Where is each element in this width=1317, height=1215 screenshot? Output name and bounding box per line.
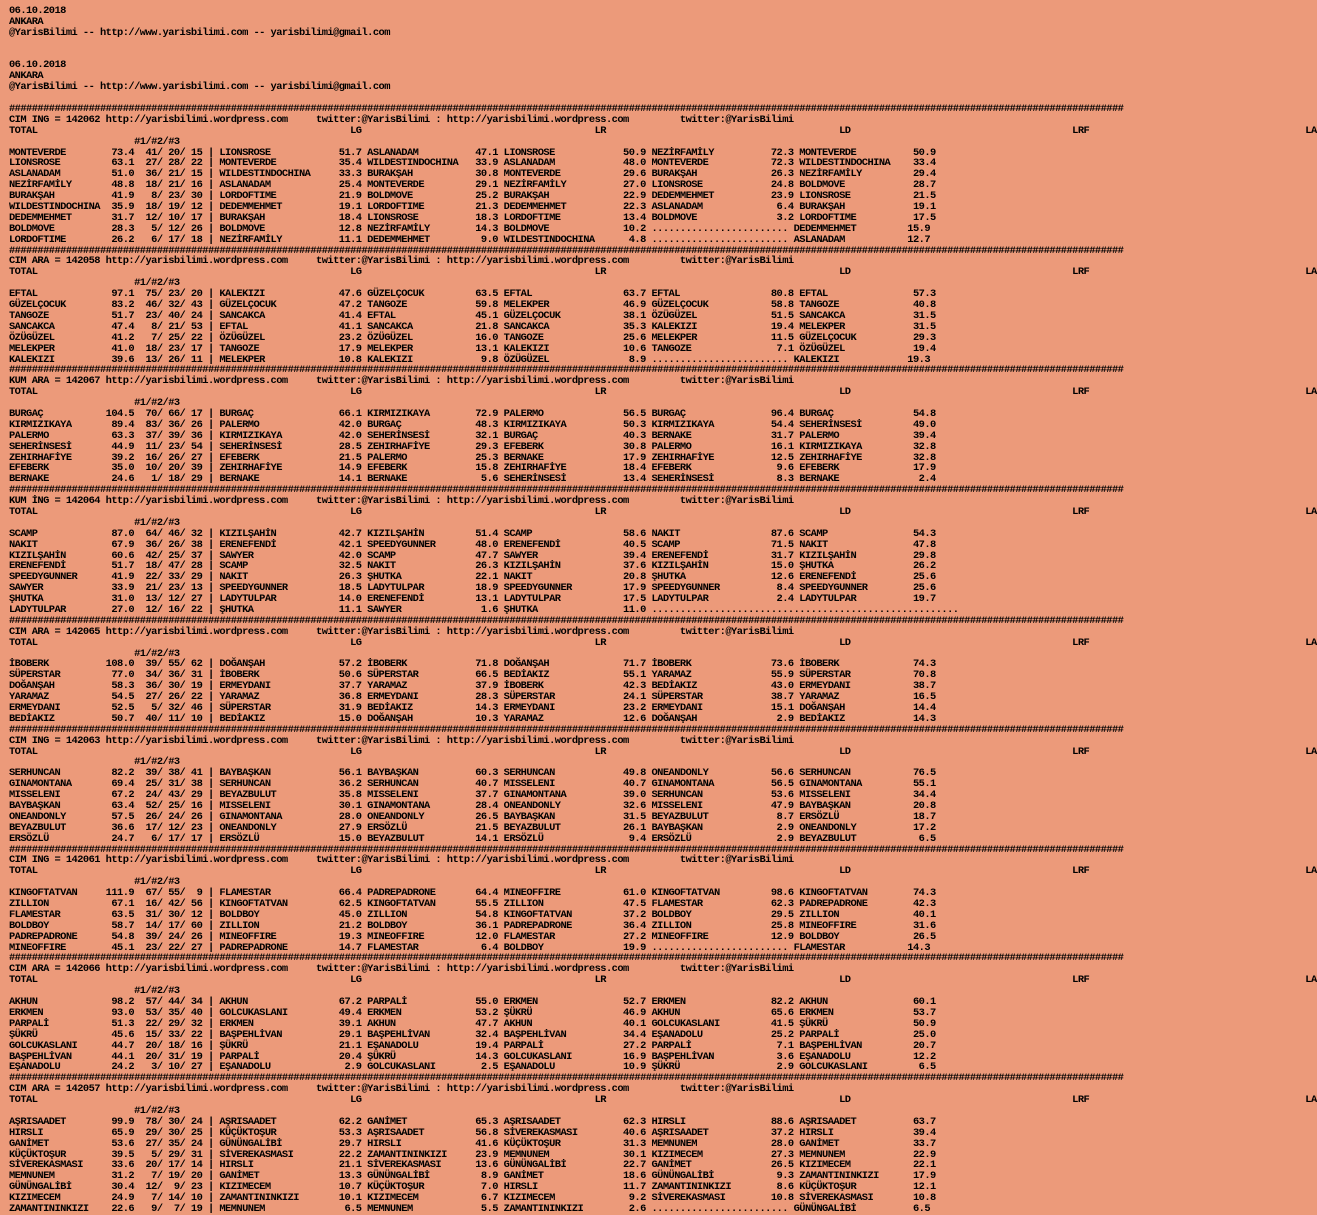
table-row: İBOBERK 108.0 39/ 55/ 62 | DOĞANŞAH 57.2 İBOBERK 71.8 DOĞANŞAH 71.7 İBOBERK 73.6 İBOBERK 74.3: [9, 658, 936, 671]
table-row: ZEHIRHAFİYE 39.2 16/ 26/ 27 | EFEBERK 21.5 PALERMO 25.3 BERNAKE 17.9 ZEHIRHAFİYE 12.5 ZEHIRHAFİYE 32.8: [9, 451, 936, 464]
report-date: 06.10.2018: [9, 5, 66, 17]
table-row: PALERMO 63.3 37/ 39/ 36 | KIRMIZIKAYA 42.0 SEHERİNSESİ 32.1 BURGAÇ 40.3 BERNAKE 31.7 PALERMO 39.4: [9, 429, 936, 442]
section-separator: ####################################################################################################################################################################################################: [9, 843, 1124, 856]
table-row: EŞANADOLU 24.2 3/ 10/ 27 | EŞANADOLU 2.9 GOLCUKASLANI 2.5 EŞANADOLU 10.9 ŞÜKRÜ 2.9 GOLCUKASLANI 6.5: [9, 1061, 936, 1074]
section-separator: ####################################################################################################################################################################################################: [9, 614, 1124, 627]
column-header-total: TOTAL LG LR LD LRF LA: [9, 124, 1317, 137]
table-row: MELEKPER 41.0 18/ 23/ 17 | TANGOZE 17.9 MELEKPER 13.1 KALEKIZI 10.6 TANGOZE 7.1 ÖZÜGÜZEL 19.4: [9, 342, 936, 355]
race-title: KUM İNG = 142064 http://yarisbilimi.wordpress.com twitter:@YarisBilimi : http://yarisbilimi.wordpress.com twitter:@YarisBilimi: [9, 495, 794, 508]
race-title: CIM ARA = 142058 http://yarisbilimi.wordpress.com twitter:@YarisBilimi : http://yarisbilimi.wordpress.com twitter:@YarisBilimi: [9, 255, 794, 268]
table-row: BURGAÇ 104.5 70/ 66/ 17 | BURGAÇ 66.1 KIRMIZIKAYA 72.9 PALERMO 56.5 BURGAÇ 96.4 BURGAÇ 54.8: [9, 407, 936, 420]
section-separator: ####################################################################################################################################################################################################: [9, 1072, 1124, 1085]
table-row: ERENEFENDİ 51.7 18/ 47/ 28 | SCAMP 32.5 NAKIT 26.3 KIZILŞAHİN 37.6 KIZILŞAHİN 15.0 ŞHUTKA 26.2: [9, 560, 936, 573]
table-row: MEMNUNEM 31.2 7/ 19/ 20 | GANİMET 13.3 GÜNÜNGALİBİ 8.9 GANİMET 18.6 GÜNÜNGALİBİ 9.3 ZAMANTININKIZI 17.9: [9, 1170, 936, 1183]
table-row: WILDESTINDOCHINA 35.9 18/ 19/ 12 | DEDEMMEHMET 19.1 LORDOFTIME 21.3 DEDEMMEHMET 22.3 ASLANADAM 6.4 BURAKŞAH 19.1: [9, 201, 936, 214]
table-row: LIONSROSE 63.1 27/ 28/ 22 | MONTEVERDE 35.4 WILDESTINDOCHINA 33.9 ASLANADAM 48.0 MONTEVERDE 72.3 WILDESTINDOCHINA 33.4: [9, 157, 936, 170]
race-title: CIM ING = 142062 http://yarisbilimi.wordpress.com twitter:@YarisBilimi : http://yarisbilimi.wordpress.com twitter:@YarisBilimi: [9, 113, 794, 126]
table-row: NAKIT 67.9 36/ 26/ 38 | ERENEFENDİ 42.1 SPEEDYGUNNER 48.0 ERENEFENDİ 40.5 SCAMP 71.5 NAKIT 47.8: [9, 538, 936, 551]
table-row: NEZİRFAMİLY 48.8 18/ 21/ 16 | ASLANADAM 25.4 MONTEVERDE 29.1 NEZİRFAMİLY 27.0 LIONSROSE 24.8 BOLDMOVE 28.7: [9, 179, 936, 192]
section-separator: ####################################################################################################################################################################################################: [9, 723, 1124, 736]
table-row: GANİMET 53.6 27/ 35/ 24 | GÜNÜNGALİBİ 29.7 HIRSLI 41.6 KÜÇÜKTOŞUR 31.3 MEMNUNEM 28.0 GANİMET 33.7: [9, 1137, 936, 1150]
table-row: ZILLION 67.1 16/ 42/ 56 | KINGOFTATVAN 62.5 KINGOFTATVAN 55.5 ZILLION 47.5 FLAMESTAR 62.3 PADREPADRONE 42.3: [9, 898, 936, 911]
table-row: AŞRISAADET 99.9 78/ 30/ 24 | AŞRISAADET 62.2 GANİMET 65.3 AŞRISAADET 62.3 HIRSLI 88.6 AŞRISAADET 63.7: [9, 1115, 936, 1128]
table-row: LORDOFTIME 26.2 6/ 17/ 18 | NEZİRFAMİLY 11.1 DEDEMMEHMET 9.0 WILDESTINDOCHINA 4.8 ........................ ASLANADAM 12.7: [9, 233, 931, 246]
column-header-total: TOTAL LG LR LD LRF LA: [9, 1094, 1317, 1107]
table-row: KIZILŞAHİN 60.6 42/ 25/ 37 | SAWYER 42.0 SCAMP 47.7 SAWYER 39.4 ERENEFENDİ 31.7 KIZILŞAHİN 29.8: [9, 549, 936, 562]
table-row: ŞHUTKA 31.0 13/ 12/ 27 | LADYTULPAR 14.0 ERENEFENDİ 13.1 LADYTULPAR 17.5 LADYTULPAR 2.4 LADYTULPAR 19.7: [9, 593, 936, 606]
race-title: CIM ING = 142061 http://yarisbilimi.wordpress.com twitter:@YarisBilimi : http://yarisbilimi.wordpress.com twitter:@YarisBilimi: [9, 854, 794, 867]
column-header-ranks: #1/#2/#3: [9, 876, 288, 889]
column-header-total: TOTAL LG LR LD LRF LA: [9, 505, 1317, 518]
table-row: SAWYER 33.9 21/ 23/ 13 | SPEEDYGUNNER 18.5 LADYTULPAR 18.9 SPEEDYGUNNER 17.9 SPEEDYGUNNER 8.4 SPEEDYGUNNER 25.6: [9, 582, 936, 595]
table-row: SİVEREKASMASI 33.6 20/ 17/ 14 | HIRSLI 21.1 SİVEREKASMASI 13.6 GÜNÜNGALİBİ 22.7 GANİMET 26.5 KIZIMECEM 22.1: [9, 1159, 936, 1172]
race-title: KUM ARA = 142067 http://yarisbilimi.wordpress.com twitter:@YarisBilimi : http://yarisbilimi.wordpress.com twitter:@YarisBilimi: [9, 375, 794, 388]
table-row: KIRMIZIKAYA 89.4 83/ 36/ 26 | PALERMO 42.0 BURGAÇ 48.3 KIRMIZIKAYA 50.3 KIRMIZIKAYA 54.4 SEHERİNSESİ 49.0: [9, 418, 936, 431]
table-row: ASLANADAM 51.0 36/ 21/ 15 | WILDESTINDOCHINA 33.3 BURAKŞAH 30.8 MONTEVERDE 29.6 BURAKŞAH 26.3 NEZİRFAMİLY 29.4: [9, 168, 936, 181]
section-separator: ####################################################################################################################################################################################################: [9, 364, 1124, 377]
column-header-ranks: #1/#2/#3: [9, 647, 288, 660]
column-header-total: TOTAL LG LR LD LRF LA: [9, 386, 1317, 399]
table-row: SCAMP 87.0 64/ 46/ 32 | KIZILŞAHİN 42.7 KIZILŞAHİN 51.4 SCAMP 58.6 NAKIT 87.6 SCAMP 54.3: [9, 527, 936, 540]
column-header-ranks: #1/#2/#3: [9, 397, 288, 410]
table-row: BAYBAŞKAN 63.4 52/ 25/ 16 | MISSELENI 30.1 GINAMONTANA 28.4 ONEANDONLY 32.6 MISSELENI 47.9 BAYBAŞKAN 20.8: [9, 800, 936, 813]
table-row: ERMEYDANI 52.5 5/ 32/ 46 | SÜPERSTAR 31.9 BEDİAKIZ 14.3 ERMEYDANI 23.2 ERMEYDANI 15.1 DOĞANŞAH 14.4: [9, 702, 936, 714]
table-row: GOLCUKASLANI 44.7 20/ 18/ 16 | ŞÜKRÜ 21.1 EŞANADOLU 19.4 PARPALİ 27.2 PARPALİ 7.1 BAŞPEHLİVAN 20.7: [9, 1039, 936, 1052]
race-title: CIM ING = 142063 http://yarisbilimi.wordpress.com twitter:@YarisBilimi : http://yarisbilimi.wordpress.com twitter:@YarisBilimi: [9, 734, 794, 747]
report-city: ANKARA: [9, 15, 44, 28]
column-header-total: TOTAL LG LR LD LRF LA: [9, 745, 1317, 758]
table-row: KINGOFTATVAN 111.9 67/ 55/ 9 | FLAMESTAR 66.4 PADREPADRONE 64.4 MINEOFFIRE 61.0 KINGOFTATVAN 98.6 KINGOFTATVAN 74.3: [9, 887, 936, 900]
column-header-total: TOTAL LG LR LD LRF LA: [9, 636, 1317, 649]
table-row: KALEKIZI 39.6 13/ 26/ 11 | MELEKPER 10.8 KALEKIZI 9.8 ÖZÜGÜZEL 8.9 ........................ KALEKIZI 19.3: [9, 353, 931, 366]
table-row: EFTAL 97.1 75/ 23/ 20 | KALEKIZI 47.6 GÜZELÇOCUK 63.5 EFTAL 63.7 EFTAL 80.8 EFTAL 57.3: [9, 288, 936, 301]
table-row: PADREPADRONE 54.8 39/ 24/ 26 | MINEOFFIRE 19.3 MINEOFFIRE 12.0 FLAMESTAR 27.2 MINEOFFIRE 12.9 BOLDBOY 26.5: [9, 930, 936, 943]
table-row: BAŞPEHLİVAN 44.1 20/ 31/ 19 | PARPALİ 20.4 ŞÜKRÜ 14.3 GOLCUKASLANI 16.9 BAŞPEHLİVAN 3.6 EŞANADOLU 12.2: [9, 1050, 936, 1063]
column-header-ranks: #1/#2/#3: [9, 277, 288, 290]
table-row: BERNAKE 24.6 1/ 18/ 29 | BERNAKE 14.1 BERNAKE 5.6 SEHERİNSESİ 13.4 SEHERİNSESİ 8.3 BERNAKE 2.4: [9, 473, 936, 486]
section-separator: ####################################################################################################################################################################################################: [9, 244, 1124, 257]
table-row: BOLDBOY 58.7 14/ 17/ 60 | ZILLION 21.2 BOLDBOY 36.1 PADREPADRONE 36.4 ZILLION 25.8 MINEOFFIRE 31.6: [9, 919, 936, 932]
table-row: SEHERİNSESİ 44.9 11/ 23/ 54 | SEHERİNSESİ 28.5 ZEHIRHAFİYE 29.3 EFEBERK 30.8 PALERMO 16.1 KIRMIZIKAYA 32.8: [9, 440, 936, 453]
table-row: BURAKŞAH 41.9 8/ 23/ 30 | LORDOFTIME 21.9 BOLDMOVE 25.2 BURAKŞAH 22.9 DEDEMMEHMET 23.9 LIONSROSE 21.5: [9, 190, 936, 203]
table-row: BOLDMOVE 28.3 5/ 12/ 26 | BOLDMOVE 12.8 NEZİRFAMİLY 14.3 BOLDMOVE 10.2 ........................ DEDEMMEHMET 15.9: [9, 222, 931, 235]
column-header-ranks: #1/#2/#3: [9, 985, 288, 998]
table-row: YARAMAZ 54.5 27/ 26/ 22 | YARAMAZ 36.8 ERMEYDANI 28.3 SÜPERSTAR 24.1 SÜPERSTAR 38.7 YARAMAZ 16.5: [9, 691, 936, 704]
column-header-ranks: #1/#2/#3: [9, 516, 288, 529]
race-title: CIM ARA = 142066 http://yarisbilimi.wordpress.com twitter:@YarisBilimi : http://yarisbilimi.wordpress.com twitter:@YarisBilimi: [9, 963, 794, 976]
table-row: ONEANDONLY 57.5 26/ 24/ 26 | GINAMONTANA 28.0 ONEANDONLY 26.5 BAYBAŞKAN 31.5 BEYAZBULUT 8.7 ERSÖZLÜ 18.7: [9, 810, 936, 823]
blank-line: [9, 39, 1074, 50]
race-title: CIM ARA = 142065 http://yarisbilimi.wordpress.com twitter:@YarisBilimi : http://yarisbilimi.wordpress.com twitter:@YarisBilimi: [9, 625, 794, 638]
table-row: BEDİAKIZ 50.7 40/ 11/ 10 | BEDİAKIZ 15.0 DOĞANŞAH 10.3 YARAMAZ 12.6 DOĞANŞAH 2.9 BEDİAKIZ 14.3: [9, 712, 936, 725]
column-header-total: TOTAL LG LR LD LRF LA: [9, 266, 1317, 279]
table-row: HIRSLI 65.9 29/ 30/ 25 | KÜÇÜKTOŞUR 53.3 AŞRISAADET 56.8 SİVEREKASMASI 40.6 AŞRISAADET 37.2 HIRSLI 39.4: [9, 1126, 936, 1139]
section-separator: ####################################################################################################################################################################################################: [9, 952, 1124, 965]
table-row: SANCAKCA 47.4 8/ 21/ 53 | EFTAL 41.1 SANCAKCA 21.8 SANCAKCA 35.3 KALEKIZI 19.4 MELEKPER 31.5: [9, 320, 936, 333]
table-row: GÜZELÇOCUK 83.2 46/ 32/ 43 | GÜZELÇOCUK 47.2 TANGOZE 59.8 MELEKPER 46.9 GÜZELÇOCUK 58.8 TANGOZE 40.8: [9, 299, 936, 312]
table-row: SPEEDYGUNNER 41.9 22/ 33/ 29 | NAKIT 26.3 ŞHUTKA 22.1 NAKIT 20.8 ŞHUTKA 12.6 ERENEFENDİ 25.6: [9, 571, 936, 584]
table-row: ÖZÜGÜZEL 41.2 7/ 25/ 22 | ÖZÜGÜZEL 23.2 ÖZÜGÜZEL 16.0 TANGOZE 25.6 MELEKPER 11.5 GÜZELÇOCUK 29.3: [9, 331, 936, 344]
table-row: SERHUNCAN 82.2 39/ 38/ 41 | BAYBAŞKAN 56.1 BAYBAŞKAN 60.3 SERHUNCAN 49.8 ONEANDONLY 56.6 SERHUNCAN 76.5: [9, 767, 936, 780]
table-row: DEDEMMEHMET 31.7 12/ 10/ 17 | BURAKŞAH 18.4 LIONSROSE 18.3 LORDOFTIME 13.4 BOLDMOVE 3.2 LORDOFTIME 17.5: [9, 211, 936, 224]
section-separator: ####################################################################################################################################################################################################: [9, 103, 1124, 116]
table-row: DOĞANŞAH 58.3 36/ 30/ 19 | ERMEYDANI 37.7 YARAMAZ 37.9 İBOBERK 42.3 BEDİAKIZ 43.0 ERMEYDANI 38.7: [9, 680, 936, 693]
table-row: BEYAZBULUT 36.6 17/ 12/ 23 | ONEANDONLY 27.9 ERSÖZLÜ 21.5 BEYAZBULUT 26.1 BAYBAŞKAN 2.9 ONEANDONLY 17.2: [9, 821, 936, 834]
table-row: MISSELENI 67.2 24/ 43/ 29 | BEYAZBULUT 35.8 MISSELENI 37.7 GINAMONTANA 39.0 SERHUNCAN 53.6 MISSELENI 34.4: [9, 789, 936, 802]
race-title: CIM ARA = 142057 http://yarisbilimi.wordpress.com twitter:@YarisBilimi : http://yarisbilimi.wordpress.com twitter:@YarisBilimi: [9, 1083, 794, 1096]
table-row: MINEOFFIRE 45.1 23/ 22/ 27 | PADREPADRONE 14.7 FLAMESTAR 6.4 BOLDBOY 19.9 ........................ FLAMESTAR 14.3: [9, 941, 931, 954]
column-header-total: TOTAL LG LR LD LRF LA: [9, 865, 1317, 878]
table-row: TANGOZE 51.7 23/ 40/ 24 | SANCAKCA 41.4 EFTAL 45.1 GÜZELÇOCUK 38.1 ÖZÜGÜZEL 51.5 SANCAKCA 31.5: [9, 309, 936, 322]
report-city: ANKARA: [9, 70, 44, 83]
table-row: SÜPERSTAR 77.0 34/ 36/ 31 | İBOBERK 50.6 SÜPERSTAR 66.5 BEDİAKIZ 55.1 YARAMAZ 55.9 SÜPERSTAR 70.8: [9, 669, 936, 682]
table-row: ZAMANTININKIZI 22.6 9/ 7/ 19 | MEMNUNEM 6.5 MEMNUNEM 5.5 ZAMANTININKIZI 2.6 ........................ GÜNÜNGALİBİ 6.5: [9, 1202, 931, 1215]
table-row: EFEBERK 35.0 10/ 20/ 39 | ZEHIRHAFİYE 14.9 EFEBERK 15.8 ZEHIRHAFİYE 18.4 EFEBERK 9.6 EFEBERK 17.9: [9, 462, 936, 475]
table-row: ERSÖZLÜ 24.7 6/ 17/ 17 | ERSÖZLÜ 15.0 BEYAZBULUT 14.1 ERSÖZLÜ 9.4 ERSÖZLÜ 2.9 BEYAZBULUT 6.5: [9, 832, 936, 845]
report-contact: @YarisBilimi -- http://www.yarisbilimi.com -- yarisbilimi@gmail.com: [9, 81, 390, 94]
table-row: GÜNÜNGALİBİ 30.4 12/ 9/ 23 | KIZIMECEM 10.7 KÜÇÜKTOŞUR 7.0 HIRSLI 11.7 ZAMANTININKIZI 8.6 KÜÇÜKTOŞUR 12.1: [9, 1181, 936, 1194]
table-row: GINAMONTANA 69.4 25/ 31/ 38 | SERHUNCAN 36.2 SERHUNCAN 40.7 MISSELENI 40.7 GINAMONTANA 56.5 GINAMONTANA 55.1: [9, 778, 936, 791]
column-header-ranks: #1/#2/#3: [9, 756, 288, 769]
table-row: PARPALİ 51.3 22/ 29/ 32 | ERKMEN 39.1 AKHUN 47.7 AKHUN 40.1 GOLCUKASLANI 41.5 ŞÜKRÜ 50.9: [9, 1017, 936, 1030]
column-header-ranks: #1/#2/#3: [9, 1104, 288, 1117]
table-row: LADYTULPAR 27.0 12/ 16/ 22 | ŞHUTKA 11.1 SAWYER 1.6 ŞHUTKA 11.0 ......................................................: [9, 603, 959, 616]
report-date: 06.10.2018: [9, 59, 66, 72]
table-row: ŞÜKRÜ 45.6 15/ 33/ 22 | BAŞPEHLİVAN 29.1 BAŞPEHLİVAN 32.4 BAŞPEHLİVAN 34.4 EŞANADOLU 25.2 PARPALİ 25.0: [9, 1028, 936, 1041]
column-header-ranks: #1/#2/#3: [9, 135, 288, 148]
table-row: AKHUN 98.2 57/ 44/ 34 | AKHUN 67.2 PARPALİ 55.0 ERKMEN 52.7 ERKMEN 82.2 AKHUN 60.1: [9, 996, 936, 1009]
column-header-total: TOTAL LG LR LD LRF LA: [9, 974, 1317, 987]
table-row: KIZIMECEM 24.9 7/ 14/ 10 | ZAMANTININKIZI 10.1 KIZIMECEM 6.7 KIZIMECEM 9.2 SİVEREKASMASI 10.8 SİVEREKASMASI 10.8: [9, 1192, 936, 1205]
section-separator: ####################################################################################################################################################################################################: [9, 484, 1124, 497]
blank-line: [9, 50, 1074, 61]
table-row: ERKMEN 93.0 53/ 35/ 40 | GOLCUKASLANI 49.4 ERKMEN 53.2 ŞÜKRÜ 46.9 AKHUN 65.6 ERKMEN 53.7: [9, 1006, 936, 1019]
report-contact: @YarisBilimi -- http://www.yarisbilimi.com -- yarisbilimi@gmail.com: [9, 26, 390, 39]
table-row: MONTEVERDE 73.4 41/ 20/ 15 | LIONSROSE 51.7 ASLANADAM 47.1 LIONSROSE 50.9 NEZİRFAMİLY 72.3 MONTEVERDE 50.9: [9, 146, 936, 159]
table-row: KÜÇÜKTOŞUR 39.5 5/ 29/ 31 | SİVEREKASMASI 22.2 ZAMANTININKIZI 23.9 MEMNUNEM 30.1 KIZIMECEM 27.3 MEMNUNEM 22.9: [9, 1148, 936, 1161]
table-row: FLAMESTAR 63.5 31/ 30/ 12 | BOLDBOY 45.0 ZILLION 54.8 KINGOFTATVAN 37.2 BOLDBOY 29.5 ZILLION 40.1: [9, 908, 936, 921]
